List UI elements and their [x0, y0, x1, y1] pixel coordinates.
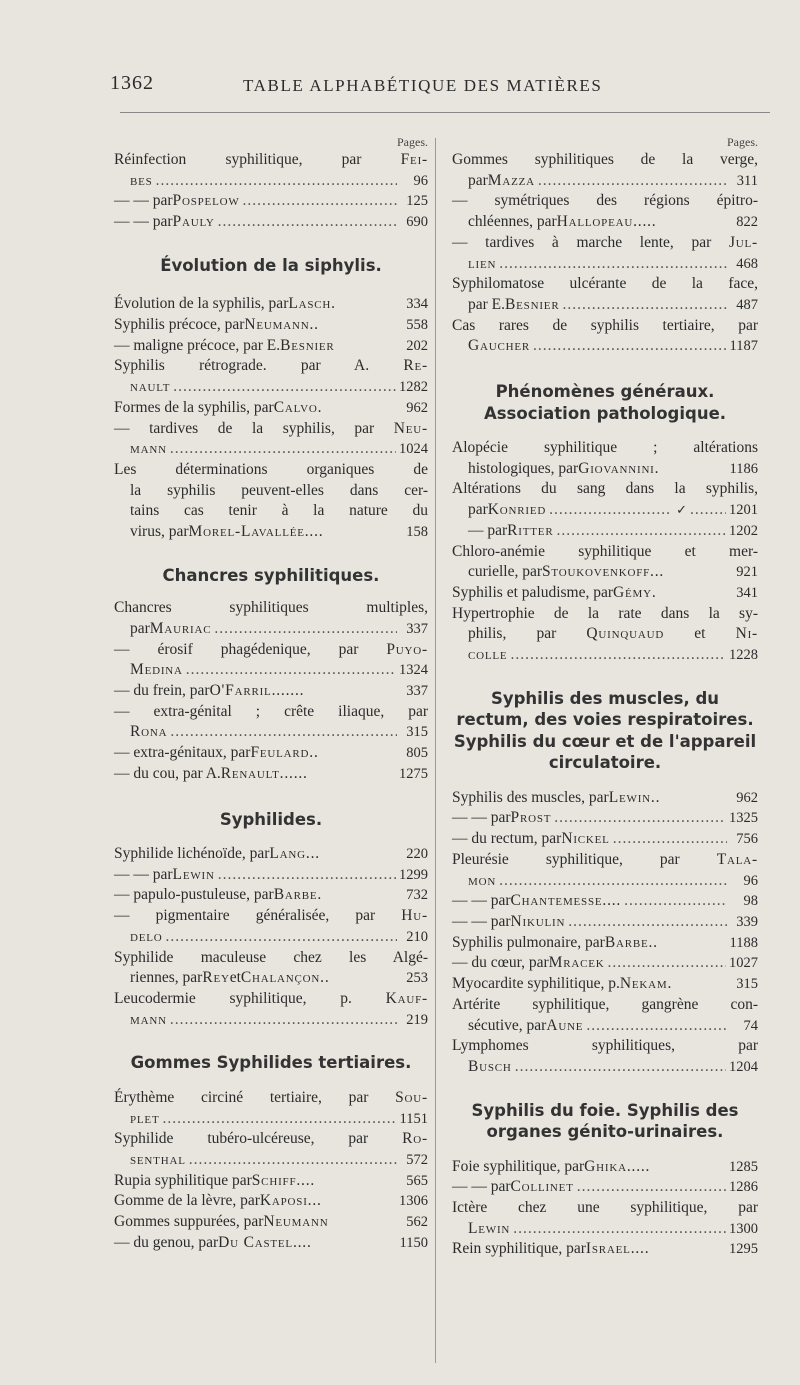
index-entry: Cas rares de syphilis tertiaire, par Gaucher ..... 1187: [452, 316, 758, 357]
index-entry: — papulo-pustuleuse, par Barbe. 732: [114, 886, 428, 904]
index-entry: — — par Pospelow ..... 125: [114, 191, 428, 212]
index-entry: — érosif phagédenique, par Puyo- Medina ..... 1324: [114, 640, 428, 681]
section-heading: Syphilis des muscles, du rectum, des voies respiratoires. Syphilis du cœur et de l'appareil circulatoire.: [453, 688, 757, 773]
index-entry: Syphilis rétrograde. par A. Re- nault ..... 1282: [114, 356, 428, 397]
section-heading: Évolution de la siphylis.: [160, 255, 382, 275]
index-entry: — du frein, par O'Farril....... 337: [114, 682, 428, 700]
index-entry: Syphilis des muscles, par Lewin.. 962: [452, 788, 758, 806]
running-head: [110, 72, 770, 102]
index-entry: — — par Lewin ..... 1299: [114, 865, 428, 886]
check-mark-icon: ✓: [676, 502, 687, 518]
index-entry: Érythème circiné tertiaire, par Sou- plet ..... 1151: [114, 1088, 428, 1129]
page-number: 1362: [110, 72, 154, 94]
index-entry: — pigmentaire généralisée, par Hu- delo ..... 210: [114, 906, 428, 947]
index-entry: — tardives de la syphilis, par Neu- mann ..... 1024: [114, 419, 428, 460]
index-entry: Rupia syphilitique par Schiff.... 565: [114, 1171, 428, 1189]
index-entry: Myocardite syphilitique, p. Nekam. 315: [452, 975, 758, 993]
index-entry: — — par Prost ..... 1325: [452, 808, 758, 829]
section-heading: Phénomènes généraux. Association pathologique.: [483, 382, 727, 423]
index-entry: Formes de la syphilis, par Calvo. 962: [114, 398, 428, 416]
index-entry: Leucodermie syphilitique, p. Kauf- mann ..... 219: [114, 989, 428, 1030]
index-entry: Ictère chez une syphilitique, par Lewin ..... 1300: [452, 1198, 758, 1239]
index-entry: Altérations du sang dans la syphilis, par Konried ..... ✓ ..... 1201: [452, 479, 758, 520]
index-entry: — par Ritter ..... 1202: [452, 521, 758, 542]
index-entry: Chloro-anémie syphilitique et mer- curielle, par Stoukovenkoff... 921: [452, 542, 758, 581]
index-entry: Syphilis pulmonaire, par Barbe.. 1188: [452, 933, 758, 951]
index-entry: Foie syphilitique, par Ghika..... 1285: [452, 1157, 758, 1175]
left-column: [114, 135, 428, 1254]
index-entry: — maligne précoce, par E. Besnier 202: [114, 336, 428, 354]
index-entry: Gommes syphilitiques de la verge, par Mazza ..... 311: [452, 150, 758, 191]
index-entry: Syphilis précoce, par Neumann.. 558: [114, 316, 428, 334]
pages-label: Pages.: [397, 135, 428, 149]
index-entry: Syphilide maculeuse chez les Algé- riennes, par Rey et Chalançon.. 253: [114, 948, 428, 987]
index-entry: — — par Collinet ..... 1286: [452, 1177, 758, 1198]
index-entry: Gomme de la lèvre, par Kaposi... 1306: [114, 1192, 428, 1210]
index-entry: — extra-génital ; crête iliaque, par Rona ..... 315: [114, 702, 428, 743]
index-entry: — du rectum, par Nickel ..... 756: [452, 829, 758, 850]
index-entry: Pleurésie syphilitique, par Tala- mon ..... 96: [452, 850, 758, 891]
index-entry: — — par Chantemesse.... ..... 98: [452, 891, 758, 912]
index-entry: Rein syphilitique, par Israel.... 1295: [452, 1240, 758, 1258]
section-heading: Syphilides.: [219, 809, 323, 829]
index-entry: Réinfection syphilitique, par Fei- bes ..... 96: [114, 150, 428, 191]
column-divider: [435, 138, 436, 1363]
section-heading: Gommes Syphilides tertiaires.: [130, 1053, 412, 1073]
index-entry: Hypertrophie de la rate dans la sy- philis, par Quinquaud et Ni- colle ..... 1228: [452, 604, 758, 666]
index-entry: Les déterminations organiques de la syphilis peuvent-elles dans cer- tains cas tenir à la nature du virus, par Morel-Lavallée.... 158: [114, 460, 428, 541]
index-entry: Syphilide tubéro-ulcéreuse, par Ro- senthal ..... 572: [114, 1129, 428, 1170]
index-entry: Syphilomatose ulcérante de la face, par E. Besnier ..... 487: [452, 274, 758, 315]
index-entry: — — par Pauly ..... 690: [114, 212, 428, 233]
header-rule: [120, 112, 770, 113]
index-entry: Gommes suppurées, par Neumann 562: [114, 1213, 428, 1231]
index-entry: — tardives à marche lente, par Jul- lien ..... 468: [452, 233, 758, 274]
index-entry: Syphilide lichénoïde, par Lang... 220: [114, 845, 428, 863]
index-entry: — extra-génitaux, par Feulard.. 805: [114, 744, 428, 762]
index-entry: Lymphomes syphilitiques, par Busch ..... 1204: [452, 1036, 758, 1077]
pages-label: Pages.: [727, 135, 758, 149]
index-entry: Chancres syphilitiques multiples, par Mauriac ..... 337: [114, 598, 428, 639]
running-title: TABLE ALPHABÉTIQUE DES MATIÈRES: [243, 76, 603, 95]
index-entry: — du cou, par A. Renault...... 1275: [114, 764, 428, 782]
index-entry: Artérite syphilitique, gangrène con- sécutive, par Aune ..... 74: [452, 995, 758, 1036]
index-entry: — du cœur, par Mracek ..... 1027: [452, 953, 758, 974]
section-heading: Syphilis du foie. Syphilis des organes génito-urinaires.: [471, 1100, 739, 1142]
index-entry: Évolution de la syphilis, par Lasch. 334: [114, 295, 428, 313]
index-entry: Syphilis et paludisme, par Gémy. 341: [452, 583, 758, 601]
section-heading: Chancres syphilitiques.: [162, 565, 380, 585]
index-entry: — symétriques des régions épitro- chléennes, par Hallopeau..... 822: [452, 192, 758, 231]
index-entry: — du genou, par Du Castel.... 1150: [114, 1233, 428, 1251]
right-column: [452, 135, 758, 1260]
index-entry: Alopécie syphilitique ; altérations histologiques, par Giovannini. 1186: [452, 439, 758, 477]
index-entry: — — par Nikulin ..... 339: [452, 912, 758, 933]
